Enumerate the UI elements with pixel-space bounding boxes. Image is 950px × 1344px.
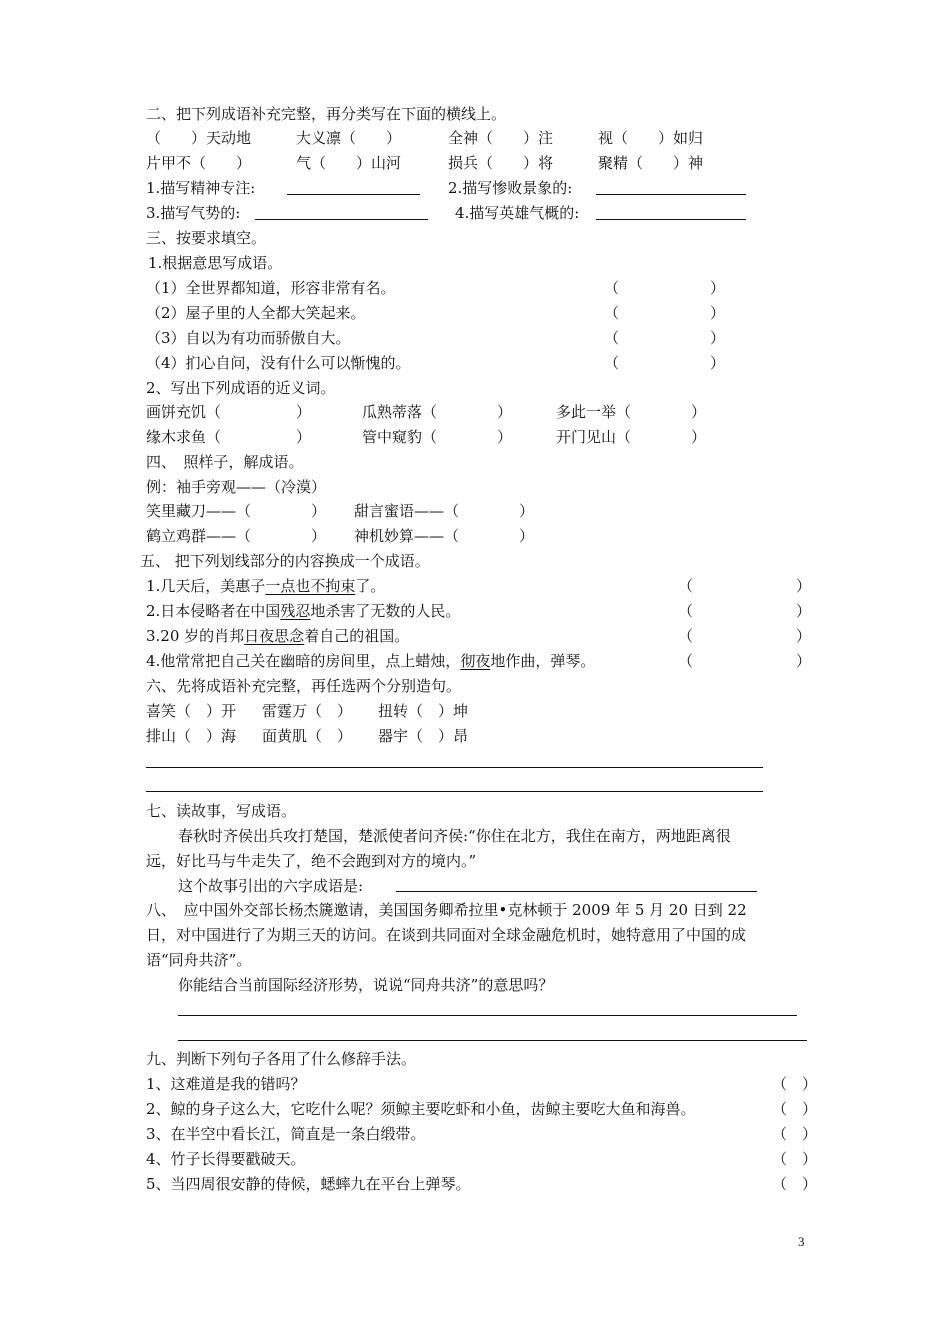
category-3-blank[interactable] — [255, 219, 428, 220]
meaning-item-2: （2）屋子里的人全都大笑起来。 — [146, 304, 366, 322]
idiom-2-6: 气（ ）山河 — [296, 154, 402, 172]
synonym-item-1: 画饼充饥（ ） — [146, 403, 312, 421]
answer-paren-right: ） — [710, 329, 726, 347]
section-4-title: 四、 照样子，解成语。 — [146, 453, 304, 471]
text: 4.他常常把自己关在幽暗的房间里，点上蜡烛， — [146, 652, 461, 670]
text: 3.20 岁的肖邦 — [146, 627, 245, 645]
underlined-phrase: 日夜思念 — [244, 627, 305, 645]
idiom-2-2: 大义凛（ ） — [296, 129, 402, 147]
underlined-phrase: 彻夜 — [460, 652, 491, 670]
explain-item-1: 笑里藏刀——（ ） — [146, 502, 327, 520]
answer-paren-right: ） — [796, 577, 812, 595]
answer-paren-right: ） — [796, 652, 812, 670]
section-7-title: 七、读故事，写成语。 — [146, 802, 297, 820]
replace-item-1 — [146, 576, 385, 596]
idiom-2-7: 损兵（ ）将 — [448, 154, 554, 172]
category-2-label: 2.描写惨败景象的: — [448, 179, 573, 197]
synonym-item-3: 多此一举（ ） — [556, 403, 707, 421]
answer-paren-left: （ — [604, 354, 620, 372]
answer-paren-right: ） — [796, 602, 812, 620]
six-char-idiom-label: 这个故事引出的六字成语是: — [178, 877, 364, 895]
answer-paren-right: ） — [710, 279, 726, 297]
page-number: 3 — [798, 1234, 805, 1249]
underlined-phrase: 一点也不拘束 — [265, 577, 356, 595]
category-2-blank[interactable] — [596, 194, 746, 195]
category-4-blank[interactable] — [596, 219, 746, 220]
replace-item-3 — [146, 626, 409, 646]
answer-paren-left: （ — [604, 304, 620, 322]
section-8-line-1: 八、 应中国外交部长杨杰篪邀请，美国国务卿希拉里•克林顿于 2009 年 5 月 20 日到 22 — [146, 901, 747, 919]
replace-item-2 — [146, 601, 460, 621]
text: 着自己的祖国。 — [304, 627, 410, 645]
fill-idiom-5: 面黄肌（ ） — [262, 727, 353, 745]
idiom-2-1: （ ）天动地 — [146, 129, 252, 147]
rhetoric-answer-paren: （ ） — [772, 1125, 818, 1143]
section-8-question: 你能结合当前国际经济形势，说说“同舟共济”的意思吗？ — [178, 976, 554, 994]
section-6-title: 六、先将成语补充完整，再任选两个分别造句。 — [146, 677, 462, 695]
story-line-2: 远，好比马与牛走失了，绝不会跑到对方的境内。” — [146, 852, 477, 870]
text: 1.几天后，美惠子 — [146, 577, 266, 595]
explain-item-4: 神机妙算——（ ） — [354, 527, 535, 545]
rhetoric-item-5: 5、当四周很安静的侍候，蟋蟀九在平台上弹琴。 — [146, 1175, 471, 1193]
answer-paren-left: （ — [678, 602, 694, 620]
answer-paren-left: （ — [604, 329, 620, 347]
meaning-item-4: （4）扪心自问，没有什么可以惭愧的。 — [146, 354, 411, 372]
idiom-2-3: 全神（ ）注 — [448, 129, 554, 147]
meaning-answer-line-2[interactable] — [178, 1040, 807, 1041]
rhetoric-answer-paren: （ ） — [772, 1100, 818, 1118]
section-8-line-2: 日，对中国进行了为期三天的访问。在谈到共同面对全球金融危机时，她特意用了中国的成 — [146, 926, 747, 944]
answer-paren-left: （ — [604, 279, 620, 297]
meaning-item-3: （3）自以为有功而骄傲自大。 — [146, 329, 351, 347]
rhetoric-item-4: 4、竹子长得要戳破天。 — [146, 1150, 306, 1168]
idiom-2-5: 片甲不（ ） — [146, 154, 252, 172]
fill-idiom-1: 喜笑（ ）开 — [146, 702, 237, 720]
idiom-2-4: 视（ ）如归 — [598, 129, 704, 147]
idiom-2-8: 聚精（ ）神 — [598, 154, 704, 172]
answer-paren-right: ） — [796, 627, 812, 645]
rhetoric-item-3: 3、在半空中看长江，简直是一条白缎带。 — [146, 1125, 426, 1143]
rhetoric-answer-paren: （ ） — [772, 1175, 818, 1193]
rhetoric-item-1: 1、这难道是我的错吗？ — [146, 1075, 306, 1093]
underlined-phrase: 残忍 — [280, 602, 311, 620]
category-3-label: 3.描写气势的: — [146, 204, 241, 222]
section-5-title: 五、 把下列划线部分的内容换成一个成语。 — [140, 552, 430, 570]
explain-item-3: 鹤立鸡群——（ ） — [146, 527, 327, 545]
synonym-item-6: 开门见山（ ） — [556, 428, 707, 446]
section-3-sub2: 2、写出下列成语的近义词。 — [146, 379, 336, 397]
synonym-item-4: 缘木求鱼（ ） — [146, 428, 312, 446]
category-4-label: 4.描写英雄气概的: — [455, 204, 580, 222]
text: 了。 — [355, 577, 386, 595]
category-1-label: 1.描写精神专注: — [146, 179, 256, 197]
story-line-1: 春秋时齐侯出兵攻打楚国，楚派使者问齐侯:“你住在北方，我住在南方，两地距离很 — [178, 827, 731, 845]
section-4-example: 例：袖手旁观——（冷漠） — [146, 478, 327, 496]
six-char-idiom-blank[interactable] — [396, 891, 757, 892]
rhetoric-answer-paren: （ ） — [772, 1075, 818, 1093]
rhetoric-item-2: 2、鲸的身子这么大，它吃什么呢？须鲸主要吃虾和小鱼，齿鲸主要吃大鱼和海兽。 — [146, 1100, 696, 1118]
fill-idiom-3: 扭转（ ）坤 — [378, 702, 469, 720]
section-9-title: 九、判断下列句子各用了什么修辞手法。 — [146, 1050, 417, 1068]
category-1-blank[interactable] — [287, 194, 420, 195]
synonym-item-2: 瓜熟蒂落（ ） — [362, 403, 513, 421]
explain-item-2: 甜言蜜语——（ ） — [354, 502, 535, 520]
rhetoric-answer-paren: （ ） — [772, 1150, 818, 1168]
meaning-item-1: （1）全世界都知道，形容非常有名。 — [146, 279, 396, 297]
section-3-title: 三、按要求填空。 — [146, 229, 267, 247]
answer-paren-right: ） — [710, 354, 726, 372]
replace-item-4 — [146, 651, 595, 671]
fill-idiom-4: 排山（ ）海 — [146, 727, 237, 745]
text: 地杀害了无数的人民。 — [310, 602, 461, 620]
meaning-answer-line-1[interactable] — [178, 1015, 797, 1016]
sentence-answer-line-1[interactable] — [146, 767, 763, 768]
synonym-item-5: 管中窥豹（ ） — [362, 428, 513, 446]
sentence-answer-line-2[interactable] — [146, 791, 763, 792]
answer-paren-right: ） — [710, 304, 726, 322]
answer-paren-left: （ — [678, 652, 694, 670]
fill-idiom-2: 雷霆万（ ） — [262, 702, 353, 720]
text: 2.日本侵略者在中国 — [146, 602, 281, 620]
text: 地作曲，弹琴。 — [490, 652, 596, 670]
answer-paren-left: （ — [678, 627, 694, 645]
section-2-title: 二、把下列成语补充完整，再分类写在下面的横线上。 — [146, 105, 507, 123]
answer-paren-left: （ — [678, 577, 694, 595]
fill-idiom-6: 器宇（ ）昂 — [378, 727, 469, 745]
section-8-line-3: 语“同舟共济”。 — [146, 951, 252, 969]
section-3-sub1: 1.根据意思写成语。 — [148, 254, 283, 272]
